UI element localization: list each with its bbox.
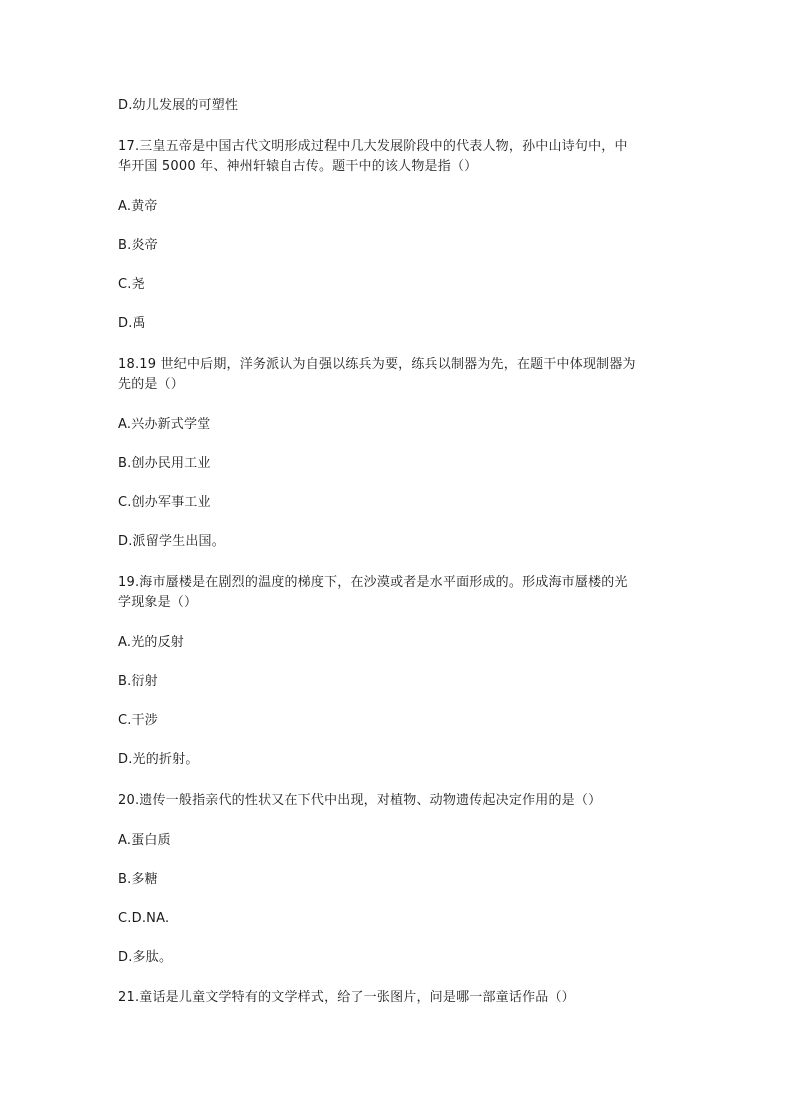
question-20-stem-line1: 20.遗传一般指亲代的性状又在下代中出现，对植物、动物遗传起决定作用的是（） <box>118 793 602 808</box>
question-18-option-a: A.兴办新式学堂 <box>118 417 211 432</box>
question-18-option-d: D.派留学生出国。 <box>118 534 225 549</box>
question-20-option-a: A.蛋白质 <box>118 833 171 848</box>
question-21-stem-line1: 21.童话是儿童文学特有的文学样式，给了一张图片，问是哪一部童话作品（） <box>118 990 575 1005</box>
question-18-stem-line2: 先的是（） <box>118 377 185 392</box>
question-20-option-b: B.多糖 <box>118 872 158 887</box>
question-17-option-b: B.炎帝 <box>118 238 158 253</box>
question-19-stem-line1: 19.海市蜃楼是在剧烈的温度的梯度下，在沙漠或者是水平面形成的。形成海市蜃楼的光 <box>118 575 628 590</box>
question-19-option-a: A.光的反射 <box>118 635 184 650</box>
question-18-option-b: B.创办民用工业 <box>118 456 211 471</box>
question-19-option-c: C.干涉 <box>118 713 159 728</box>
question-19-stem-line2: 学现象是（） <box>118 595 198 610</box>
option-d-prev: D.幼儿发展的可塑性 <box>118 98 239 113</box>
question-17-stem-line2: 华开国 5000 年、神州轩辕自古传。题干中的该人物是指（） <box>118 159 478 174</box>
question-19-option-b: B.衍射 <box>118 674 158 689</box>
question-17-stem-line1: 17.三皇五帝是中国古代文明形成过程中几大发展阶段中的代表人物，孙中山诗句中，中 <box>118 139 628 154</box>
question-20-option-c: C.D.NA. <box>118 911 170 926</box>
question-18-stem-line1: 18.19 世纪中后期，洋务派认为自强以练兵为要，练兵以制器为先，在题干中体现制器为 <box>118 357 636 372</box>
question-18-option-c: C.创办军事工业 <box>118 495 211 510</box>
question-17-option-d: D.禹 <box>118 316 146 331</box>
question-20-option-d: D.多肽。 <box>118 950 173 965</box>
question-17-option-a: A.黄帝 <box>118 199 158 214</box>
question-19-option-d: D.光的折射。 <box>118 752 199 767</box>
question-17-option-c: C.尧 <box>118 277 145 292</box>
